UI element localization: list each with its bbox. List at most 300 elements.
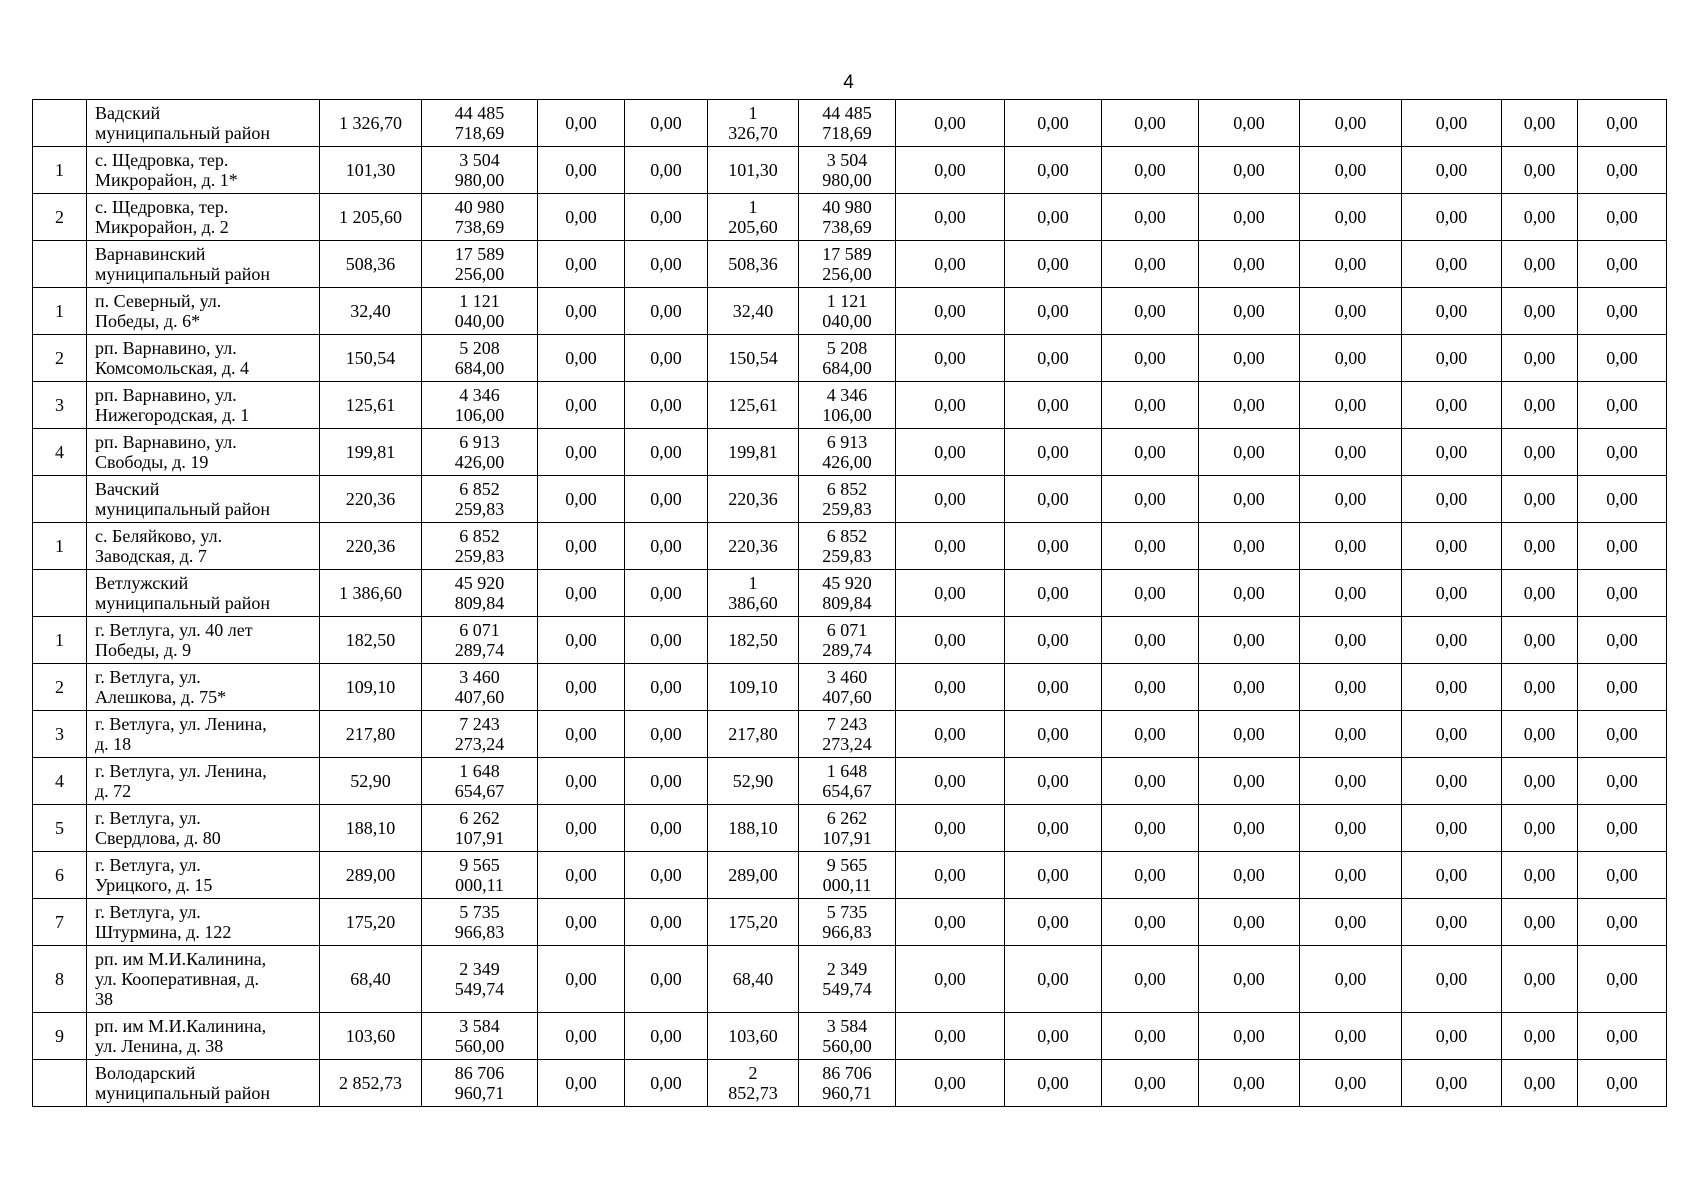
value-cell: 0,00: [538, 194, 625, 241]
address-cell: Володарский муниципальный район: [87, 1060, 320, 1107]
value-cell: 0,00: [1402, 429, 1502, 476]
area-cell: 2 852,73: [320, 1060, 422, 1107]
value-cell: 0,00: [538, 617, 625, 664]
value-cell: 0,00: [896, 194, 1005, 241]
value-cell: 0,00: [1300, 899, 1402, 946]
area-cell: 289,00: [320, 852, 422, 899]
area-cell: 1 386,60: [320, 570, 422, 617]
cost-cell: 3 584 560,00: [422, 1013, 538, 1060]
area-cell: 217,80: [708, 711, 799, 758]
value-cell: 0,00: [625, 476, 708, 523]
cost-cell: 17 589 256,00: [422, 241, 538, 288]
value-cell: 0,00: [896, 335, 1005, 382]
value-cell: 0,00: [1578, 899, 1667, 946]
area-cell: 52,90: [708, 758, 799, 805]
area-cell: 1 205,60: [708, 194, 799, 241]
value-cell: 0,00: [1005, 382, 1102, 429]
row-number-cell: 3: [33, 711, 87, 758]
value-cell: 0,00: [1199, 382, 1300, 429]
cost-cell: 45 920 809,84: [422, 570, 538, 617]
value-cell: 0,00: [1102, 429, 1199, 476]
area-cell: 508,36: [320, 241, 422, 288]
value-cell: 0,00: [1578, 1013, 1667, 1060]
value-cell: 0,00: [896, 664, 1005, 711]
value-cell: 0,00: [1300, 194, 1402, 241]
value-cell: 0,00: [1005, 429, 1102, 476]
value-cell: 0,00: [896, 711, 1005, 758]
value-cell: 0,00: [1502, 288, 1578, 335]
value-cell: 0,00: [625, 946, 708, 1013]
value-cell: 0,00: [1502, 805, 1578, 852]
value-cell: 0,00: [1102, 899, 1199, 946]
value-cell: 0,00: [1502, 476, 1578, 523]
address-cell: Варнавинский муниципальный район: [87, 241, 320, 288]
area-cell: 52,90: [320, 758, 422, 805]
value-cell: 0,00: [1300, 1013, 1402, 1060]
address-cell: г. Ветлуга, ул. Штурмина, д. 122: [87, 899, 320, 946]
area-cell: 101,30: [320, 147, 422, 194]
value-cell: 0,00: [1402, 147, 1502, 194]
value-cell: 0,00: [1300, 100, 1402, 147]
value-cell: 0,00: [1102, 1013, 1199, 1060]
value-cell: 0,00: [1502, 382, 1578, 429]
area-cell: 182,50: [320, 617, 422, 664]
row-number-cell: 8: [33, 946, 87, 1013]
value-cell: 0,00: [538, 429, 625, 476]
value-cell: 0,00: [1102, 335, 1199, 382]
row-number-cell: 1: [33, 617, 87, 664]
value-cell: 0,00: [1502, 1060, 1578, 1107]
value-cell: 0,00: [1199, 852, 1300, 899]
address-cell: рп. Варнавино, ул. Нижегородская, д. 1: [87, 382, 320, 429]
table-row: [33, 617, 1667, 664]
value-cell: 0,00: [1199, 1013, 1300, 1060]
table-row: [33, 805, 1667, 852]
value-cell: 0,00: [1300, 1060, 1402, 1107]
value-cell: 0,00: [1199, 476, 1300, 523]
value-cell: 0,00: [896, 100, 1005, 147]
value-cell: 0,00: [1005, 852, 1102, 899]
value-cell: 0,00: [538, 1060, 625, 1107]
row-number-cell: 3: [33, 382, 87, 429]
value-cell: 0,00: [1402, 194, 1502, 241]
area-cell: 103,60: [708, 1013, 799, 1060]
value-cell: 0,00: [1005, 241, 1102, 288]
row-number-cell: 9: [33, 1013, 87, 1060]
value-cell: 0,00: [896, 1060, 1005, 1107]
table-row: [33, 664, 1667, 711]
value-cell: 0,00: [1578, 288, 1667, 335]
value-cell: 0,00: [1300, 946, 1402, 1013]
table-body: [33, 100, 1667, 1107]
value-cell: 0,00: [538, 288, 625, 335]
value-cell: 0,00: [625, 1060, 708, 1107]
value-cell: 0,00: [1402, 711, 1502, 758]
value-cell: 0,00: [1102, 852, 1199, 899]
area-cell: 150,54: [320, 335, 422, 382]
value-cell: 0,00: [538, 946, 625, 1013]
value-cell: 0,00: [1578, 570, 1667, 617]
value-cell: 0,00: [1578, 241, 1667, 288]
cost-cell: 6 852 259,83: [422, 476, 538, 523]
table-row: [33, 711, 1667, 758]
value-cell: 0,00: [625, 147, 708, 194]
value-cell: 0,00: [896, 758, 1005, 805]
value-cell: 0,00: [1578, 852, 1667, 899]
value-cell: 0,00: [1578, 147, 1667, 194]
row-number-cell: [33, 476, 87, 523]
value-cell: 0,00: [538, 664, 625, 711]
value-cell: 0,00: [1199, 1060, 1300, 1107]
value-cell: 0,00: [1502, 617, 1578, 664]
value-cell: 0,00: [1199, 523, 1300, 570]
row-number-cell: 7: [33, 899, 87, 946]
area-cell: 508,36: [708, 241, 799, 288]
cost-cell: 6 262 107,91: [799, 805, 896, 852]
cost-cell: 5 208 684,00: [799, 335, 896, 382]
row-number-cell: [33, 1060, 87, 1107]
table-row: [33, 570, 1667, 617]
value-cell: 0,00: [1300, 241, 1402, 288]
value-cell: 0,00: [625, 194, 708, 241]
value-cell: 0,00: [1005, 335, 1102, 382]
row-number-cell: 1: [33, 523, 87, 570]
value-cell: 0,00: [1199, 664, 1300, 711]
value-cell: 0,00: [625, 617, 708, 664]
value-cell: 0,00: [1502, 335, 1578, 382]
cost-cell: 6 852 259,83: [422, 523, 538, 570]
area-cell: 32,40: [320, 288, 422, 335]
value-cell: 0,00: [1102, 711, 1199, 758]
value-cell: 0,00: [1502, 147, 1578, 194]
value-cell: 0,00: [1102, 100, 1199, 147]
table-row: [33, 852, 1667, 899]
table-row: [33, 899, 1667, 946]
value-cell: 0,00: [896, 805, 1005, 852]
area-cell: 217,80: [320, 711, 422, 758]
value-cell: 0,00: [538, 1013, 625, 1060]
row-number-cell: 2: [33, 664, 87, 711]
value-cell: 0,00: [1502, 1013, 1578, 1060]
area-cell: 101,30: [708, 147, 799, 194]
cost-cell: 4 346 106,00: [799, 382, 896, 429]
cost-cell: 6 852 259,83: [799, 476, 896, 523]
cost-cell: 86 706 960,71: [799, 1060, 896, 1107]
value-cell: 0,00: [896, 946, 1005, 1013]
value-cell: 0,00: [1102, 288, 1199, 335]
row-number-cell: 5: [33, 805, 87, 852]
value-cell: 0,00: [1005, 476, 1102, 523]
value-cell: 0,00: [1578, 805, 1667, 852]
address-cell: г. Ветлуга, ул. Ленина, д. 72: [87, 758, 320, 805]
area-cell: 68,40: [708, 946, 799, 1013]
value-cell: 0,00: [1005, 147, 1102, 194]
value-cell: 0,00: [1199, 335, 1300, 382]
value-cell: 0,00: [538, 335, 625, 382]
address-cell: рп. Варнавино, ул. Комсомольская, д. 4: [87, 335, 320, 382]
value-cell: 0,00: [1102, 805, 1199, 852]
area-cell: 103,60: [320, 1013, 422, 1060]
value-cell: 0,00: [896, 476, 1005, 523]
area-cell: 32,40: [708, 288, 799, 335]
address-cell: п. Северный, ул. Победы, д. 6*: [87, 288, 320, 335]
value-cell: 0,00: [1102, 758, 1199, 805]
value-cell: 0,00: [1502, 194, 1578, 241]
cost-cell: 5 208 684,00: [422, 335, 538, 382]
cost-cell: 5 735 966,83: [799, 899, 896, 946]
area-cell: 220,36: [708, 523, 799, 570]
table-row: [33, 147, 1667, 194]
value-cell: 0,00: [1402, 617, 1502, 664]
value-cell: 0,00: [1578, 523, 1667, 570]
value-cell: 0,00: [1102, 946, 1199, 1013]
value-cell: 0,00: [1300, 570, 1402, 617]
value-cell: 0,00: [1102, 664, 1199, 711]
value-cell: 0,00: [1005, 194, 1102, 241]
value-cell: 0,00: [625, 758, 708, 805]
cost-cell: 6 262 107,91: [422, 805, 538, 852]
row-number-cell: 2: [33, 335, 87, 382]
value-cell: 0,00: [896, 617, 1005, 664]
value-cell: 0,00: [1402, 288, 1502, 335]
area-cell: 175,20: [320, 899, 422, 946]
value-cell: 0,00: [1102, 570, 1199, 617]
value-cell: 0,00: [1402, 852, 1502, 899]
value-cell: 0,00: [1300, 852, 1402, 899]
area-cell: 199,81: [708, 429, 799, 476]
value-cell: 0,00: [1578, 617, 1667, 664]
cost-cell: 4 346 106,00: [422, 382, 538, 429]
area-cell: 109,10: [320, 664, 422, 711]
table-row: [33, 100, 1667, 147]
area-cell: 68,40: [320, 946, 422, 1013]
table-row: [33, 946, 1667, 1013]
cost-cell: 6 913 426,00: [799, 429, 896, 476]
value-cell: 0,00: [896, 523, 1005, 570]
cost-cell: 3 504 980,00: [799, 147, 896, 194]
value-cell: 0,00: [1199, 946, 1300, 1013]
row-number-cell: 1: [33, 147, 87, 194]
row-number-cell: 6: [33, 852, 87, 899]
row-number-cell: [33, 241, 87, 288]
cost-cell: 1 648 654,67: [422, 758, 538, 805]
value-cell: 0,00: [625, 852, 708, 899]
value-cell: 0,00: [538, 382, 625, 429]
row-number-cell: [33, 100, 87, 147]
value-cell: 0,00: [1005, 288, 1102, 335]
area-cell: 125,61: [320, 382, 422, 429]
value-cell: 0,00: [625, 570, 708, 617]
area-cell: 188,10: [708, 805, 799, 852]
cost-cell: 2 349 549,74: [799, 946, 896, 1013]
address-cell: с. Беляйково, ул. Заводская, д. 7: [87, 523, 320, 570]
value-cell: 0,00: [1578, 100, 1667, 147]
cost-cell: 9 565 000,11: [422, 852, 538, 899]
cost-cell: 6 071 289,74: [422, 617, 538, 664]
value-cell: 0,00: [538, 476, 625, 523]
value-cell: 0,00: [625, 805, 708, 852]
address-cell: Ветлужский муниципальный район: [87, 570, 320, 617]
value-cell: 0,00: [1199, 711, 1300, 758]
value-cell: 0,00: [538, 147, 625, 194]
value-cell: 0,00: [1402, 476, 1502, 523]
value-cell: 0,00: [1502, 899, 1578, 946]
cost-cell: 7 243 273,24: [799, 711, 896, 758]
value-cell: 0,00: [1199, 429, 1300, 476]
area-cell: 1 326,70: [708, 100, 799, 147]
value-cell: 0,00: [1402, 523, 1502, 570]
value-cell: 0,00: [625, 382, 708, 429]
cost-cell: 3 504 980,00: [422, 147, 538, 194]
value-cell: 0,00: [538, 241, 625, 288]
address-cell: г. Ветлуга, ул. Урицкого, д. 15: [87, 852, 320, 899]
address-cell: рп. Варнавино, ул. Свободы, д. 19: [87, 429, 320, 476]
value-cell: 0,00: [896, 429, 1005, 476]
value-cell: 0,00: [1502, 241, 1578, 288]
area-cell: 220,36: [320, 523, 422, 570]
cost-cell: 45 920 809,84: [799, 570, 896, 617]
value-cell: 0,00: [1300, 288, 1402, 335]
value-cell: 0,00: [625, 241, 708, 288]
value-cell: 0,00: [1199, 805, 1300, 852]
value-cell: 0,00: [1300, 476, 1402, 523]
value-cell: 0,00: [1102, 147, 1199, 194]
cost-cell: 17 589 256,00: [799, 241, 896, 288]
value-cell: 0,00: [1578, 429, 1667, 476]
area-cell: 220,36: [320, 476, 422, 523]
value-cell: 0,00: [1300, 617, 1402, 664]
value-cell: 0,00: [538, 523, 625, 570]
value-cell: 0,00: [1300, 805, 1402, 852]
value-cell: 0,00: [538, 899, 625, 946]
value-cell: 0,00: [1300, 429, 1402, 476]
address-cell: г. Ветлуга, ул. Алешкова, д. 75*: [87, 664, 320, 711]
cost-cell: 2 349 549,74: [422, 946, 538, 1013]
cost-cell: 5 735 966,83: [422, 899, 538, 946]
value-cell: 0,00: [1300, 335, 1402, 382]
value-cell: 0,00: [1199, 241, 1300, 288]
table-row: [33, 382, 1667, 429]
value-cell: 0,00: [1005, 946, 1102, 1013]
cost-cell: 6 913 426,00: [422, 429, 538, 476]
value-cell: 0,00: [1102, 382, 1199, 429]
cost-cell: 40 980 738,69: [799, 194, 896, 241]
value-cell: 0,00: [1300, 758, 1402, 805]
value-cell: 0,00: [1005, 711, 1102, 758]
value-cell: 0,00: [1502, 711, 1578, 758]
value-cell: 0,00: [1402, 758, 1502, 805]
address-cell: Вадский муниципальный район: [87, 100, 320, 147]
value-cell: 0,00: [1005, 617, 1102, 664]
table-row: [33, 335, 1667, 382]
value-cell: 0,00: [1402, 899, 1502, 946]
value-cell: 0,00: [1102, 476, 1199, 523]
value-cell: 0,00: [1102, 1060, 1199, 1107]
value-cell: 0,00: [1005, 1060, 1102, 1107]
value-cell: 0,00: [1102, 241, 1199, 288]
value-cell: 0,00: [1578, 1060, 1667, 1107]
row-number-cell: [33, 570, 87, 617]
value-cell: 0,00: [1300, 523, 1402, 570]
value-cell: 0,00: [538, 805, 625, 852]
value-cell: 0,00: [896, 852, 1005, 899]
cost-cell: 1 121 040,00: [799, 288, 896, 335]
value-cell: 0,00: [1005, 1013, 1102, 1060]
value-cell: 0,00: [1502, 570, 1578, 617]
address-cell: г. Ветлуга, ул. Свердлова, д. 80: [87, 805, 320, 852]
value-cell: 0,00: [1402, 805, 1502, 852]
area-cell: 109,10: [708, 664, 799, 711]
row-number-cell: 2: [33, 194, 87, 241]
value-cell: 0,00: [1300, 664, 1402, 711]
area-cell: 1 386,60: [708, 570, 799, 617]
value-cell: 0,00: [1102, 617, 1199, 664]
value-cell: 0,00: [1005, 570, 1102, 617]
cost-cell: 3 460 407,60: [799, 664, 896, 711]
value-cell: 0,00: [625, 664, 708, 711]
value-cell: 0,00: [625, 711, 708, 758]
area-cell: 1 326,70: [320, 100, 422, 147]
address-cell: г. Ветлуга, ул. 40 лет Победы, д. 9: [87, 617, 320, 664]
value-cell: 0,00: [1402, 664, 1502, 711]
cost-cell: 44 485 718,69: [422, 100, 538, 147]
area-cell: 175,20: [708, 899, 799, 946]
value-cell: 0,00: [1502, 429, 1578, 476]
registry-table: [32, 99, 1667, 1107]
area-cell: 188,10: [320, 805, 422, 852]
cost-cell: 3 460 407,60: [422, 664, 538, 711]
address-cell: с. Щедровка, тер. Микрорайон, д. 2: [87, 194, 320, 241]
area-cell: 199,81: [320, 429, 422, 476]
table-row: [33, 523, 1667, 570]
value-cell: 0,00: [1402, 1013, 1502, 1060]
address-cell: Вачский муниципальный район: [87, 476, 320, 523]
area-cell: 1 205,60: [320, 194, 422, 241]
table-row: [33, 288, 1667, 335]
value-cell: 0,00: [1005, 664, 1102, 711]
cost-cell: 44 485 718,69: [799, 100, 896, 147]
value-cell: 0,00: [896, 899, 1005, 946]
value-cell: 0,00: [1199, 758, 1300, 805]
address-cell: с. Щедровка, тер. Микрорайон, д. 1*: [87, 147, 320, 194]
cost-cell: 6 852 259,83: [799, 523, 896, 570]
row-number-cell: 1: [33, 288, 87, 335]
value-cell: 0,00: [1578, 476, 1667, 523]
value-cell: 0,00: [538, 758, 625, 805]
area-cell: 150,54: [708, 335, 799, 382]
value-cell: 0,00: [1578, 335, 1667, 382]
value-cell: 0,00: [896, 1013, 1005, 1060]
value-cell: 0,00: [1578, 946, 1667, 1013]
row-number-cell: 4: [33, 758, 87, 805]
value-cell: 0,00: [1199, 100, 1300, 147]
value-cell: 0,00: [1005, 100, 1102, 147]
value-cell: 0,00: [896, 147, 1005, 194]
cost-cell: 6 071 289,74: [799, 617, 896, 664]
value-cell: 0,00: [1005, 805, 1102, 852]
value-cell: 0,00: [1102, 523, 1199, 570]
value-cell: 0,00: [1402, 946, 1502, 1013]
table-row: [33, 476, 1667, 523]
value-cell: 0,00: [896, 288, 1005, 335]
value-cell: 0,00: [1402, 382, 1502, 429]
value-cell: 0,00: [1005, 758, 1102, 805]
cost-cell: 9 565 000,11: [799, 852, 896, 899]
value-cell: 0,00: [1199, 288, 1300, 335]
table-row: [33, 758, 1667, 805]
value-cell: 0,00: [1502, 100, 1578, 147]
value-cell: 0,00: [896, 382, 1005, 429]
